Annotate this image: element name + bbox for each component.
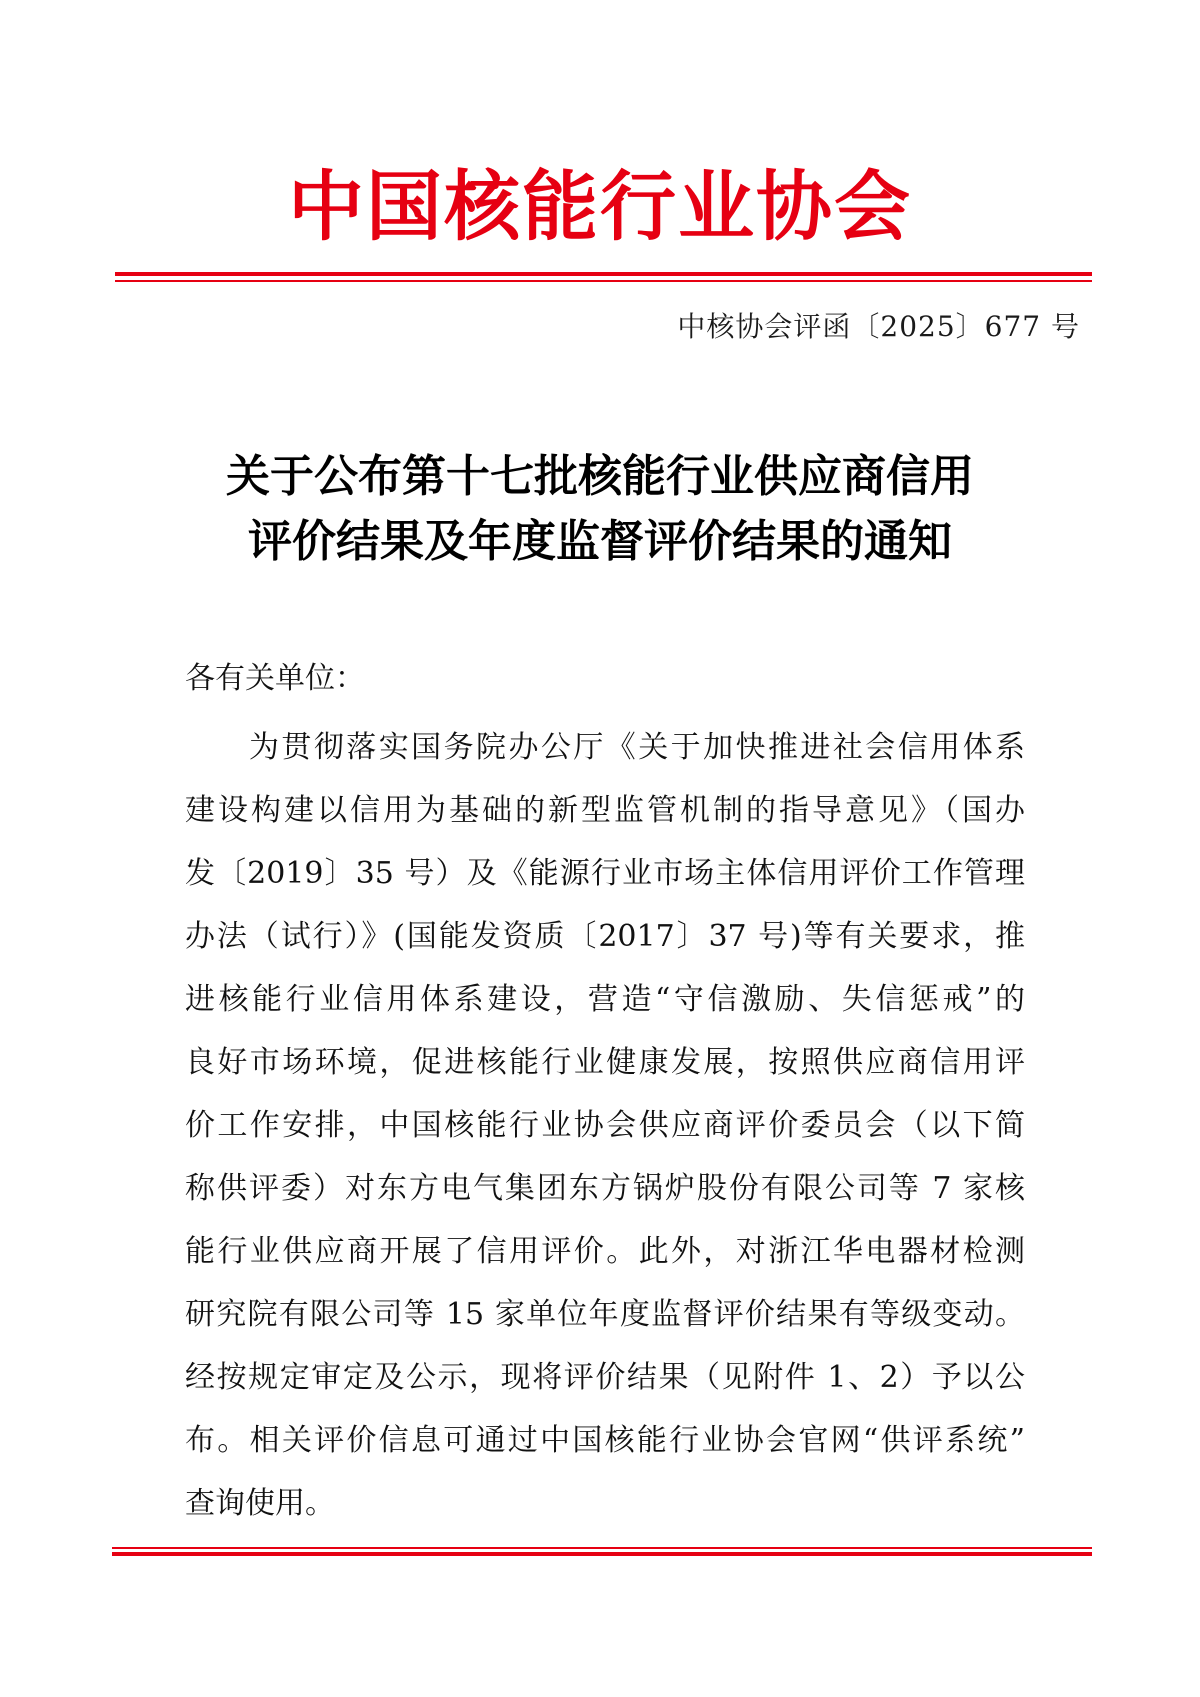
header-divider-thin [115,280,1092,282]
body-line: 良好市场环境，促进核能行业健康发展，按照供应商信用评 [185,1045,1025,1080]
footer-divider-thick [112,1552,1092,1556]
body-line: 能行业供应商开展了信用评价。此外，对浙江华电器材检测 [185,1234,1025,1269]
organization-title: 中国核能行业协会 [288,162,912,251]
body-line: 研究院有限公司等 15 家单位年度监督评价结果有等级变动。 [185,1297,1025,1332]
body-line: 称供评委）对东方电气集团东方锅炉股份有限公司等 7 家核 [185,1171,1025,1206]
salutation: 各有关单位： [185,661,365,696]
body-line: 经按规定审定及公示，现将评价结果（见附件 1、2）予以公 [185,1360,1025,1395]
body-line: 办法（试行）》(国能发资质〔2017〕37 号)等有关要求，推 [185,919,1025,954]
body-line: 建设构建以信用为基础的新型监管机制的指导意见》（国办 [185,793,1025,828]
body-line: 查询使用。 [185,1486,335,1521]
body-line: 价工作安排，中国核能行业协会供应商评价委员会（以下简 [185,1108,1025,1143]
body-line: 布。相关评价信息可通过中国核能行业协会官网“供评系统” [185,1423,1025,1458]
notice-title-line-1: 关于公布第十七批核能行业供应商信用 [226,451,974,502]
document-number: 中核协会评函〔2025〕677 号 [677,310,1080,343]
header-divider-thick [115,272,1092,276]
body-line: 为贯彻落实国务院办公厅《关于加快推进社会信用体系 [249,730,1025,765]
footer-divider-thin [112,1547,1092,1549]
notice-title-line-2: 评价结果及年度监督评价结果的通知 [248,516,952,567]
body-line: 发〔2019〕35 号）及《能源行业市场主体信用评价工作管理 [185,856,1025,891]
body-line: 进核能行业信用体系建设，营造“守信激励、失信惩戒”的 [185,982,1025,1017]
body-paragraph [185,716,1025,1535]
